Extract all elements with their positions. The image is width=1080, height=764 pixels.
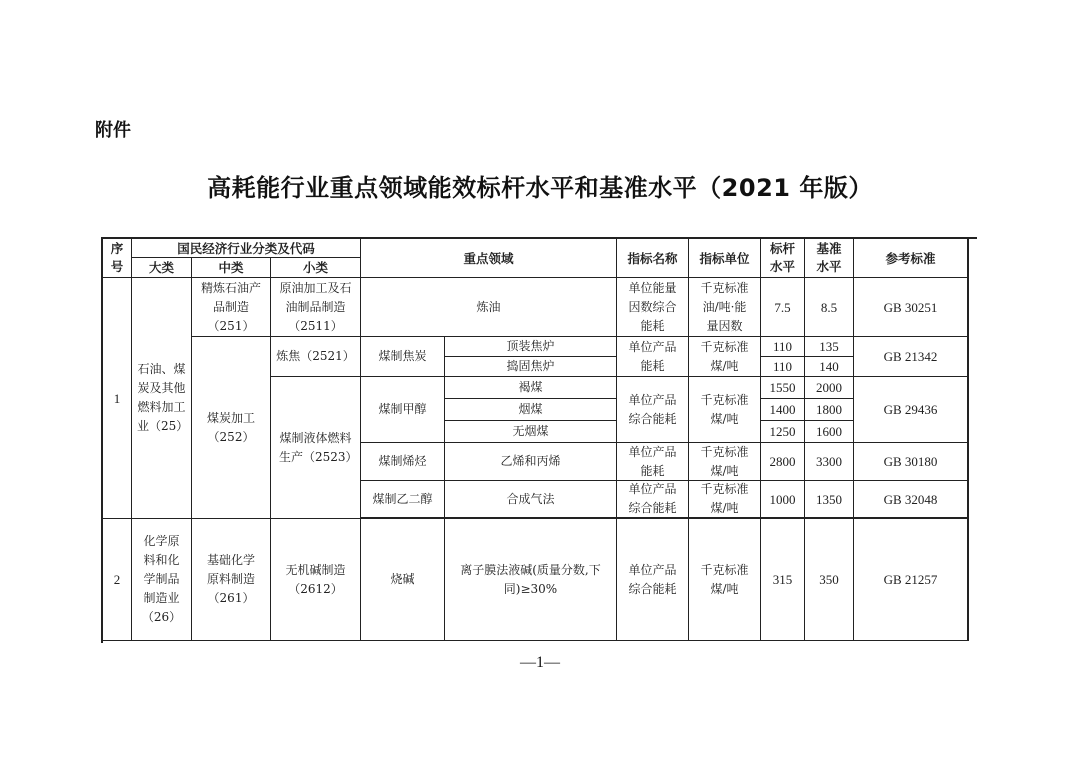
- baseline-cell: 135: [805, 337, 854, 357]
- minor-class-cell: 炼焦（2521）: [271, 337, 361, 377]
- baseline-cell: 2000: [805, 377, 854, 399]
- seq-cell: 2: [103, 519, 132, 641]
- minor-class-cell: 煤制液体燃料生产（2523）: [271, 377, 361, 519]
- subfield-cell: 合成气法: [445, 481, 617, 519]
- header-indicator-unit: 指标单位: [689, 239, 761, 278]
- medium-class-cell: 基础化学原料制造（261）: [192, 519, 271, 641]
- minor-class-cell: 原油加工及石油制品制造（2511）: [271, 278, 361, 337]
- header-minor: 小类: [271, 258, 361, 278]
- field-cell: 煤制烯烃: [361, 443, 445, 481]
- subfield-cell: 捣固焦炉: [445, 357, 617, 377]
- field-cell: 煤制甲醇: [361, 377, 445, 443]
- indicator-name-cell: 单位产品能耗: [617, 337, 689, 377]
- header-field: 重点领域: [361, 239, 617, 278]
- field-cell: 煤制焦炭: [361, 337, 445, 377]
- header-benchmark: 标杆水平: [761, 239, 805, 278]
- baseline-cell: 1800: [805, 399, 854, 421]
- reference-cell: GB 32048: [854, 481, 969, 519]
- baseline-cell: 8.5: [805, 278, 854, 337]
- major-class-cell: 石油、煤炭及其他燃料加工业（25）: [132, 278, 192, 519]
- benchmark-cell: 1250: [761, 421, 805, 443]
- indicator-unit-cell: 千克标准煤/吨: [689, 519, 761, 641]
- benchmark-cell: 1550: [761, 377, 805, 399]
- baseline-cell: 140: [805, 357, 854, 377]
- benchmark-cell: 1400: [761, 399, 805, 421]
- reference-cell: GB 30180: [854, 443, 969, 481]
- seq-cell: 1: [103, 278, 132, 519]
- subfield-cell: 褐煤: [445, 377, 617, 399]
- baseline-cell: 3300: [805, 443, 854, 481]
- major-class-cell: 化学原料和化学制品制造业（26）: [132, 519, 192, 641]
- subfield-cell: 烟煤: [445, 399, 617, 421]
- subfield-cell: 无烟煤: [445, 421, 617, 443]
- field-cell: 烧碱: [361, 519, 445, 641]
- baseline-cell: 1350: [805, 481, 854, 519]
- attachment-label: 附件: [95, 120, 131, 141]
- indicator-unit-cell: 千克标准煤/吨: [689, 481, 761, 519]
- energy-efficiency-table: [101, 237, 977, 643]
- benchmark-cell: 1000: [761, 481, 805, 519]
- indicator-unit-cell: 千克标准煤/吨: [689, 337, 761, 377]
- minor-class-cell: 无机碱制造（2612）: [271, 519, 361, 641]
- reference-cell: GB 30251: [854, 278, 969, 337]
- medium-class-cell: 煤炭加工（252）: [192, 337, 271, 519]
- indicator-unit-cell: 千克标准油/吨·能量因数: [689, 278, 761, 337]
- document-title: 高耗能行业重点领域能效标杆水平和基准水平（2021 年版）: [207, 174, 873, 202]
- subfield-cell: 顶装焦炉: [445, 337, 617, 357]
- field-cell: 煤制乙二醇: [361, 481, 445, 519]
- header-baseline: 基准水平: [805, 239, 854, 278]
- indicator-name-cell: 单位产品综合能耗: [617, 519, 689, 641]
- indicator-unit-cell: 千克标准煤/吨: [689, 377, 761, 443]
- subfield-cell: 离子膜法液碱(质量分数,下同)≥30%: [445, 519, 617, 641]
- header-reference: 参考标准: [854, 239, 969, 278]
- reference-cell: GB 21257: [854, 519, 969, 641]
- indicator-name-cell: 单位产品综合能耗: [617, 481, 689, 519]
- indicator-unit-cell: 千克标准煤/吨: [689, 443, 761, 481]
- page-number: —1—: [520, 654, 560, 671]
- header-major: 大类: [132, 258, 192, 278]
- subfield-cell: 乙烯和丙烯: [445, 443, 617, 481]
- reference-cell: GB 29436: [854, 377, 969, 443]
- baseline-cell: 350: [805, 519, 854, 641]
- header-industry-group: 国民经济行业分类及代码: [132, 239, 361, 258]
- indicator-name-cell: 单位产品能耗: [617, 443, 689, 481]
- benchmark-cell: 110: [761, 357, 805, 377]
- indicator-name-cell: 单位产品综合能耗: [617, 377, 689, 443]
- field-cell: 炼油: [361, 278, 617, 337]
- header-medium: 中类: [192, 258, 271, 278]
- reference-cell: GB 21342: [854, 337, 969, 377]
- baseline-cell: 1600: [805, 421, 854, 443]
- benchmark-cell: 315: [761, 519, 805, 641]
- benchmark-cell: 110: [761, 337, 805, 357]
- header-indicator-name: 指标名称: [617, 239, 689, 278]
- indicator-name-cell: 单位能量因数综合能耗: [617, 278, 689, 337]
- medium-class-cell: 精炼石油产品制造（251）: [192, 278, 271, 337]
- header-seq: 序号: [103, 239, 132, 278]
- benchmark-cell: 2800: [761, 443, 805, 481]
- benchmark-cell: 7.5: [761, 278, 805, 337]
